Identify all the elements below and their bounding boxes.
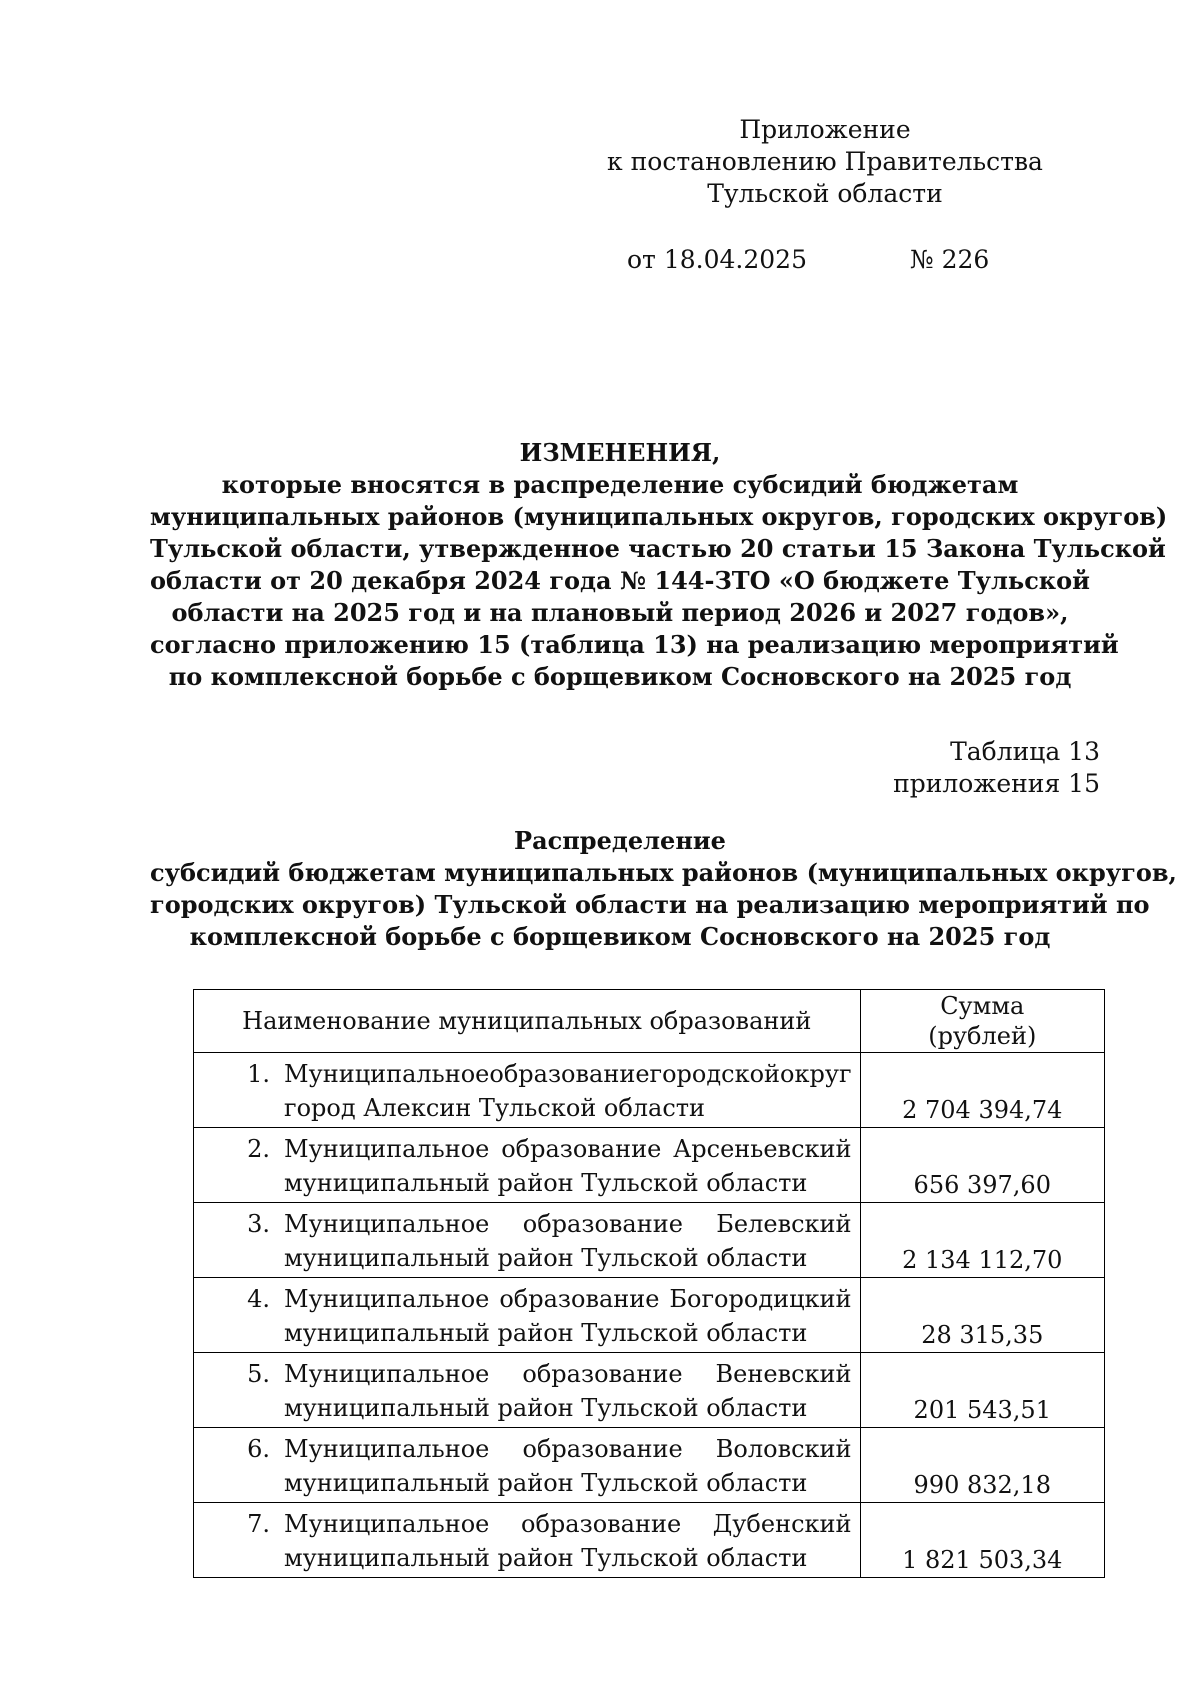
heading-line: Распределение [514,826,726,855]
decree-number: № 226 [910,245,990,274]
heading-line: комплексной борьбе с борщевиком Сосновского на 2025 год [189,922,1051,951]
name-word: Веневский [715,1360,852,1388]
municipality-cell-content [194,1278,860,1352]
municipality-name-line2: муниципальный район Тульской области [284,1394,808,1422]
municipality-cell [194,1128,861,1203]
name-word: Муниципальное [284,1210,490,1238]
row-number: 7. [247,1510,270,1538]
appendix-decree: к постановлению Правительства [607,147,1043,176]
name-word: Богородицкий [669,1285,852,1313]
distribution-heading [150,825,1177,953]
row-number: 1. [247,1060,270,1088]
subsidy-amount: 2 134 112,70 [860,1203,1104,1278]
decree-date: от 18.04.2025 [627,245,807,274]
row-number: 5. [247,1360,270,1388]
table-row [194,1203,1105,1278]
table-row [194,1128,1105,1203]
municipality-name [284,1432,852,1500]
municipality-name-line2: муниципальный район Тульской области [284,1319,808,1347]
municipality-name-line2: город Алексин Тульской области [284,1094,706,1122]
municipality-cell [194,1203,861,1278]
municipality-cell-content [194,1353,860,1427]
name-word: городской [649,1060,781,1088]
name-word: образование [521,1510,682,1538]
municipality-name [284,1207,852,1275]
table-number: Таблица 13 [950,737,1100,766]
municipality-cell-content [194,1503,860,1577]
municipality-cell [194,1503,861,1578]
subsidy-amount: 201 543,51 [860,1353,1104,1428]
table-row [194,1053,1105,1128]
name-word: образование [522,1210,683,1238]
municipality-cell-content [194,1428,860,1502]
municipality-name [284,1057,852,1125]
table-row [194,1278,1105,1353]
appendix-block [600,114,1050,210]
municipality-name-line1 [284,1357,852,1391]
row-number: 3. [247,1210,270,1238]
heading-line: области на 2025 год и на плановый период 2026 и 2027 годов», [171,598,1069,627]
municipality-name-line1 [284,1282,852,1316]
name-word: образование [522,1360,683,1388]
name-word: Муниципальное [284,1135,490,1163]
municipality-name [284,1357,852,1425]
header-sum [860,990,1104,1053]
name-word: Арсеньевский [673,1135,852,1163]
name-word: Муниципальное [284,1510,490,1538]
heading-line: которые вносятся в распределение субсидий бюджетам [221,470,1019,499]
heading-line: субсидий бюджетам муниципальных районов (муниципальных округов, [150,858,1177,887]
municipality-name-line1 [284,1507,852,1541]
municipality-name-line1 [284,1132,852,1166]
table-row [194,1503,1105,1578]
heading-line: городских округов) Тульской области на реализацию мероприятий по [150,890,1150,919]
heading-line: муниципальных районов (муниципальных округов, городских округов) [150,502,1168,531]
name-word: Муниципальное [284,1285,490,1313]
heading-line: по комплексной борьбе с борщевиком Сосновского на 2025 год [168,662,1072,691]
subsidy-amount: 2 704 394,74 [860,1053,1104,1128]
municipality-name [284,1282,852,1350]
distribution-table [193,989,1105,1578]
row-number: 4. [247,1285,270,1313]
municipality-name-line1 [284,1432,852,1466]
changes-heading [150,437,1168,693]
header-sum-label: Сумма [940,992,1025,1020]
municipality-cell [194,1428,861,1503]
name-word: Муниципальное [284,1360,490,1388]
heading-line: согласно приложению 15 (таблица 13) на реализацию мероприятий [150,630,1119,659]
name-word: образование [499,1285,660,1313]
municipality-cell-content [194,1053,860,1127]
municipality-name-line1 [284,1057,852,1091]
name-word: Воловский [715,1435,852,1463]
header-name: Наименование муниципальных образований [194,990,861,1053]
appendix-number: приложения 15 [893,769,1100,798]
heading-line: Тульской области, утвержденное частью 20 статьи 15 Закона Тульской [150,534,1166,563]
header-sum-unit: (рублей) [928,1022,1037,1050]
municipality-cell-content [194,1128,860,1202]
subsidy-amount: 28 315,35 [860,1278,1104,1353]
name-word: образование [522,1435,683,1463]
municipality-name-line2: муниципальный район Тульской области [284,1544,808,1572]
table-row [194,1428,1105,1503]
appendix-region: Тульской области [707,179,943,208]
municipality-cell [194,1353,861,1428]
name-word: Дубенский [712,1510,852,1538]
heading-line: ИЗМЕНЕНИЯ, [519,438,721,467]
municipality-cell [194,1053,861,1128]
municipality-name-line2: муниципальный район Тульской области [284,1469,808,1497]
appendix-title: Приложение [739,115,911,144]
municipality-name-line1 [284,1207,852,1241]
municipality-name [284,1507,852,1575]
name-word: Муниципальное [284,1060,490,1088]
municipality-name [284,1132,852,1200]
municipality-cell [194,1278,861,1353]
table-row [194,1353,1105,1428]
name-word: округ [780,1060,852,1088]
name-word: Белевский [716,1210,852,1238]
subsidy-amount: 990 832,18 [860,1428,1104,1503]
table-reference [893,736,1100,800]
name-word: образование [489,1060,650,1088]
municipality-name-line2: муниципальный район Тульской области [284,1244,808,1272]
municipality-cell-content [194,1203,860,1277]
name-word: образование [501,1135,662,1163]
subsidy-amount: 656 397,60 [860,1128,1104,1203]
heading-line: области от 20 декабря 2024 года № 144-ЗТО «О бюджете Тульской [150,566,1090,595]
municipality-name-line2: муниципальный район Тульской области [284,1169,808,1197]
name-word: Муниципальное [284,1435,490,1463]
row-number: 6. [247,1435,270,1463]
subsidy-amount: 1 821 503,34 [860,1503,1104,1578]
table-header-row [194,990,1105,1053]
row-number: 2. [247,1135,270,1163]
